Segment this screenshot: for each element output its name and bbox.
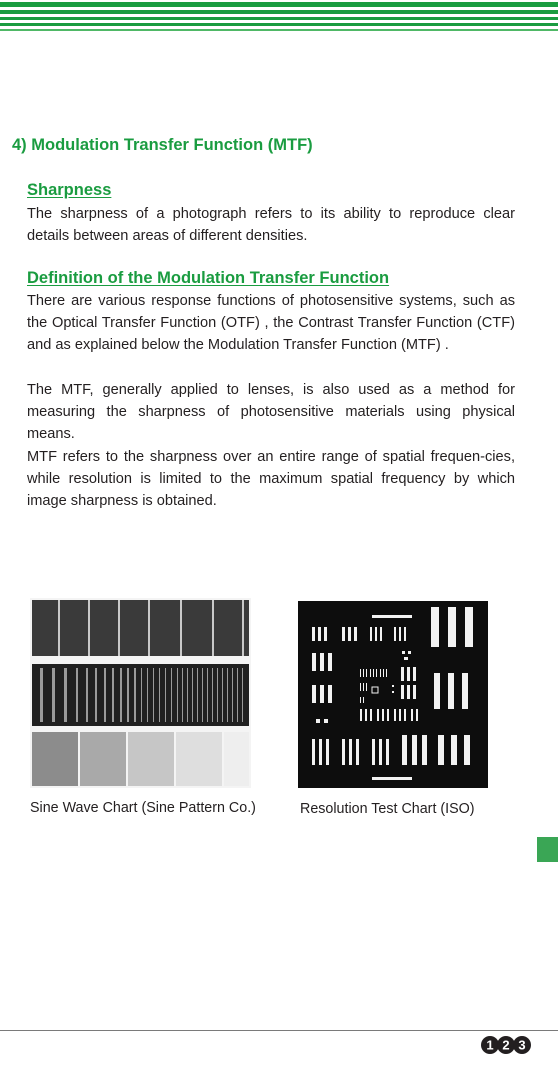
definition-paragraph-1: There are various response functions of photosensitive systems, such as the Optical Transfer Function (OTF) , the Contrast Transfer Function (CTF) and as explained below the Modulation Transfer Function (MTF) . xyxy=(27,293,515,354)
svg-text:1: 1 xyxy=(486,1037,494,1053)
sharpness-paragraph: The sharpness of a photograph refers to its ability to reproduce clear details between areas of different densities. xyxy=(27,206,515,245)
section-title: 4) Modulation Transfer Function (MTF) xyxy=(12,136,313,154)
badge-2 xyxy=(497,1036,515,1054)
sharpness-heading: Sharpness xyxy=(27,181,112,199)
svg-text:3: 3 xyxy=(518,1037,526,1053)
definition-paragraph-3: MTF refers to the sharpness over an entire range of spatial frequen-cies, while resolution is limited to the maximum spatial frequency by which image sharpness is obtained. xyxy=(27,449,515,510)
resolution-chart-caption: Resolution Test Chart (ISO) xyxy=(300,801,475,817)
page-number-badges xyxy=(480,1035,532,1055)
footer-divider xyxy=(0,1030,558,1031)
side-tab-marker xyxy=(537,837,558,862)
sine-wave-chart-image xyxy=(30,598,251,788)
mtf-definition-heading: Definition of the Modulation Transfer Function xyxy=(27,269,390,287)
badge-1 xyxy=(481,1036,499,1054)
header-stripes xyxy=(0,0,558,40)
badge-3 xyxy=(513,1036,531,1054)
definition-paragraph-2: The MTF, generally applied to lenses, is also used as a method for measuring the sharpness of photosensitive materials using physical means. xyxy=(27,382,515,443)
resolution-test-chart-image xyxy=(298,601,488,788)
svg-text:2: 2 xyxy=(502,1037,510,1053)
sine-wave-chart-caption: Sine Wave Chart (Sine Pattern Co.) xyxy=(30,800,256,816)
